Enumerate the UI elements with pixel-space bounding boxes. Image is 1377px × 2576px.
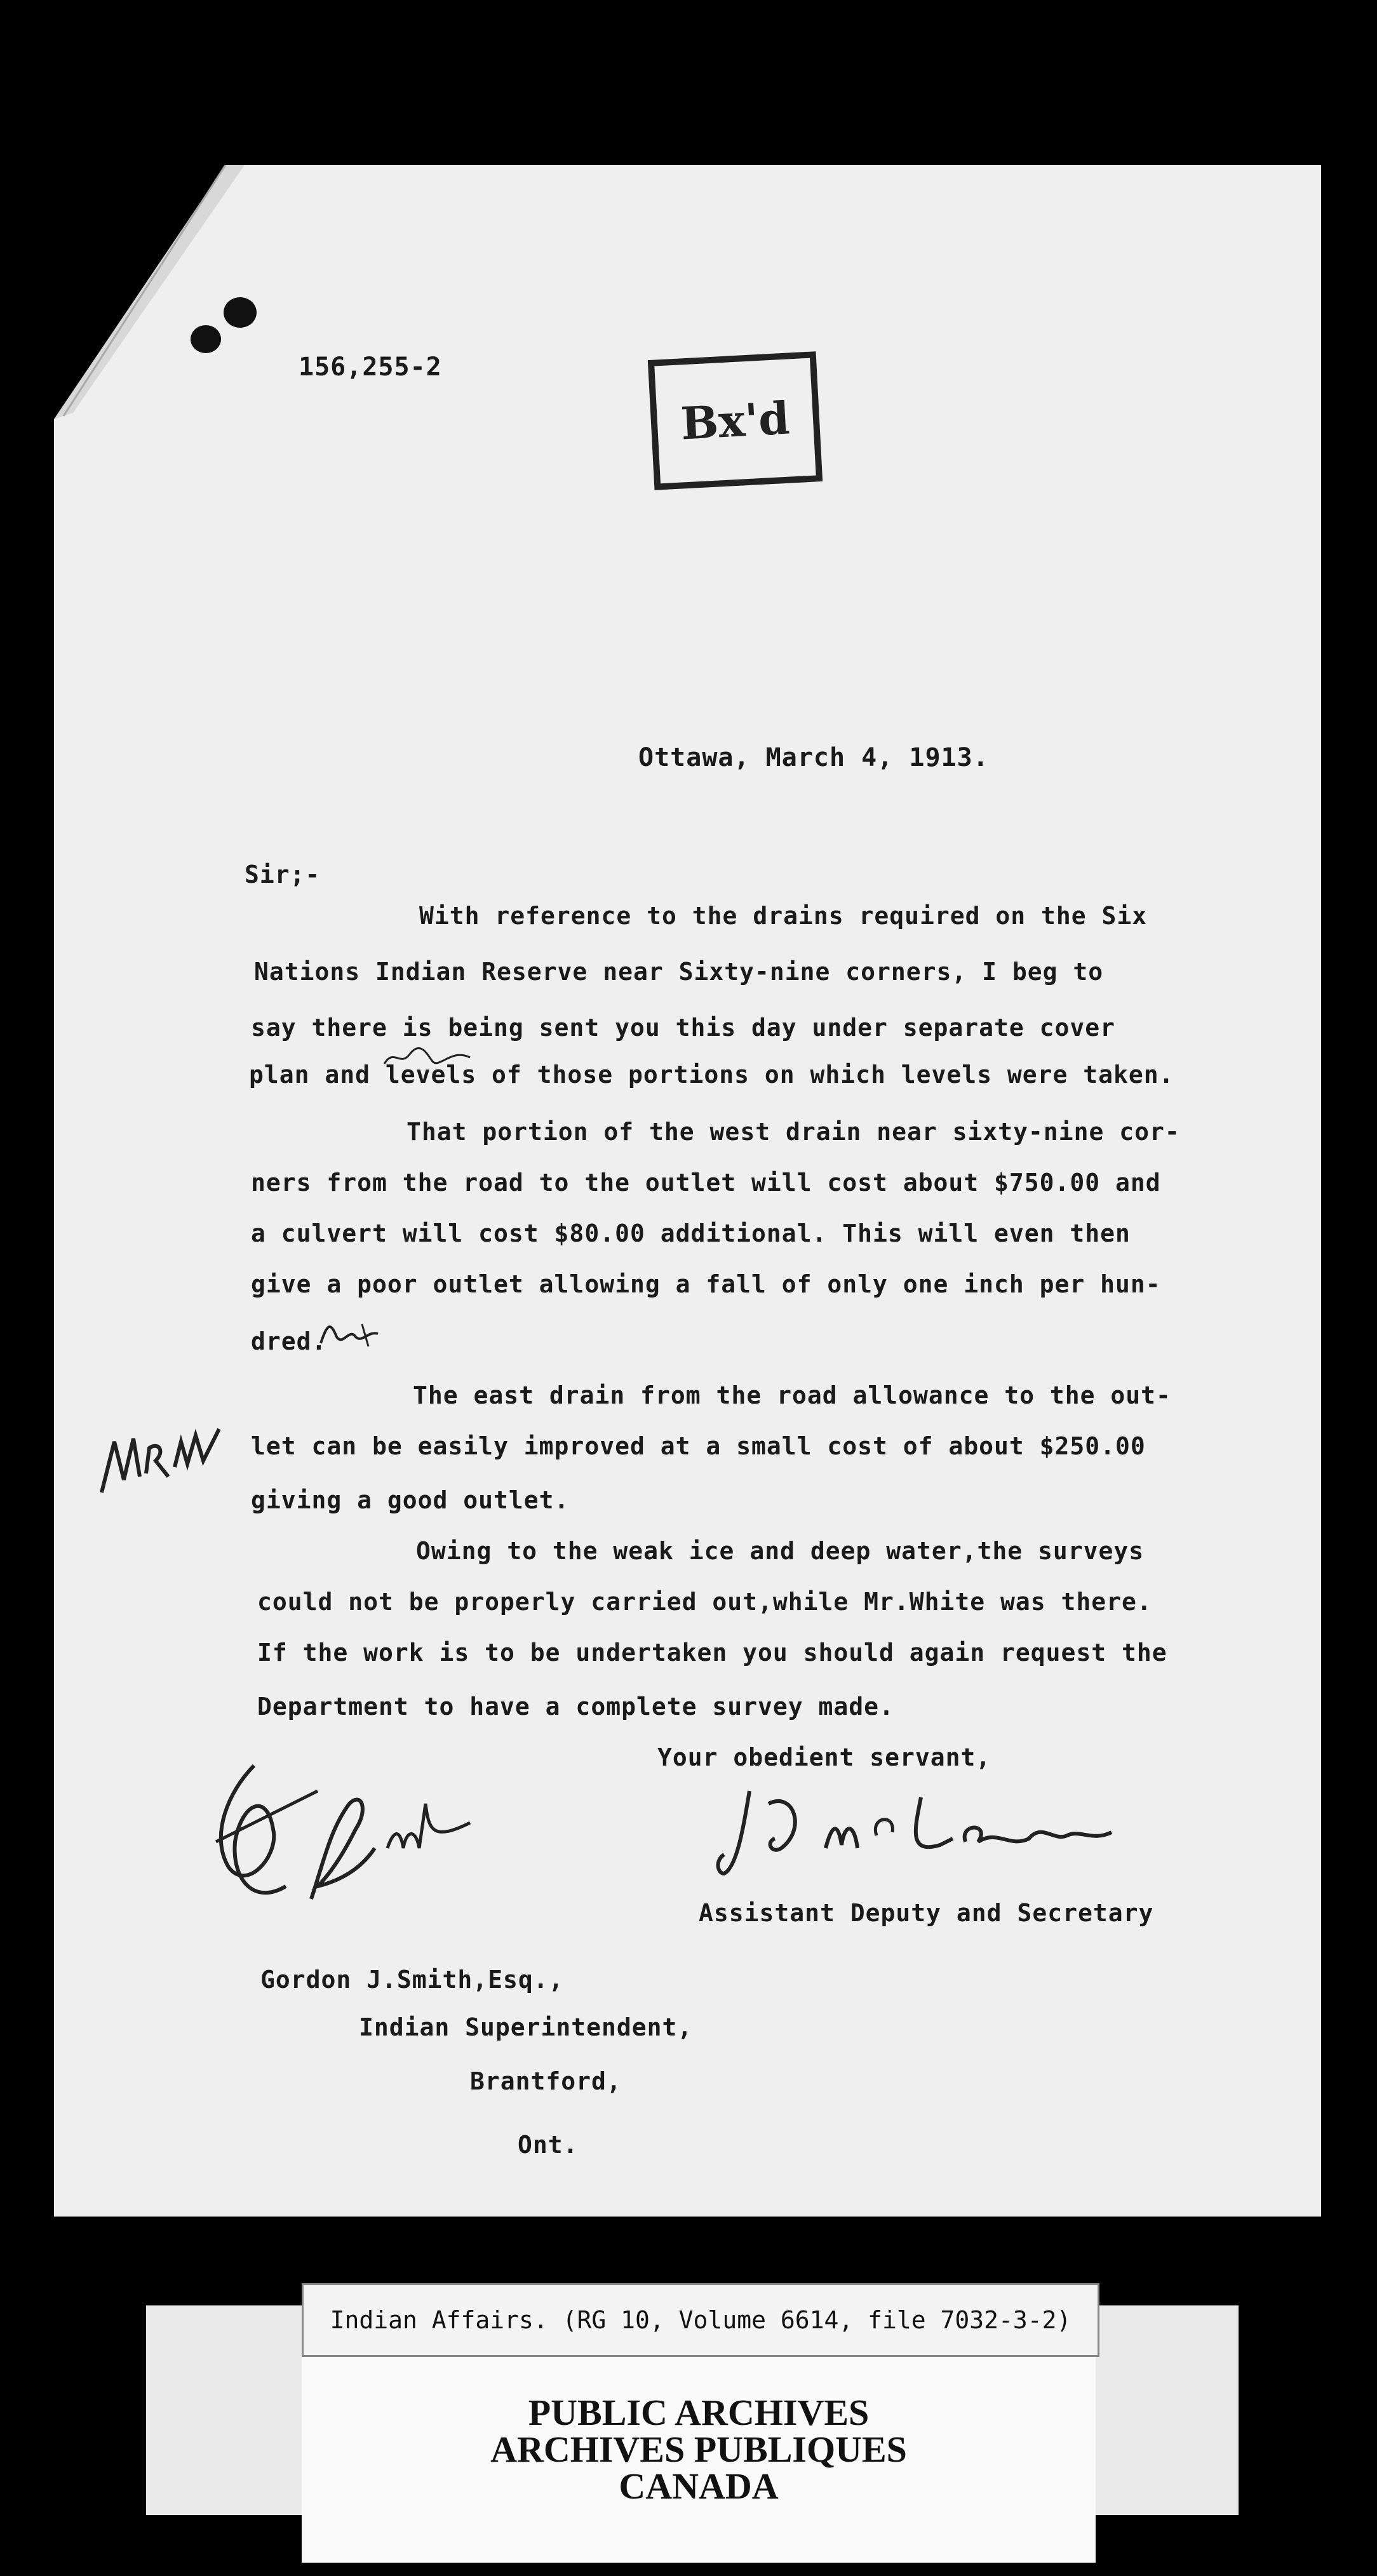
mclean-signature-scribble [711, 1778, 1124, 1886]
body-line: ners from the road to the outlet will cost about $750.00 and [251, 1169, 1161, 1197]
body-line: The east drain from the road allowance to the out- [413, 1381, 1171, 1409]
archive-line-2: ARCHIVES PUBLIQUES [490, 2429, 907, 2470]
body-line: Department to have a complete survey made. [257, 1693, 894, 1721]
body-line: give a poor outlet allowing a fall of only one inch per hun- [251, 1270, 1161, 1298]
body-line: plan and levels of those portions on which levels were taken. [249, 1061, 1174, 1089]
archive-line-1: PUBLIC ARCHIVES [528, 2392, 870, 2433]
body-line: If the work is to be undertaken you should again request the [257, 1639, 1167, 1667]
body-line: Nations Indian Reserve near Sixty-nine corners, I beg to [254, 958, 1104, 986]
archive-citation: Indian Affairs. (RG 10, Volume 6614, file 7032-3-2) [302, 2283, 1099, 2357]
file-reference: 156,255-2 [299, 352, 442, 382]
body-line: With reference to the drains required on the Six [419, 902, 1148, 930]
address-line: Brantford, [470, 2067, 622, 2095]
wrw-initials-scribble [95, 1416, 229, 1512]
body-line: Owing to the weak ice and deep water,the surveys [416, 1537, 1145, 1565]
left-signature-scribble [203, 1753, 483, 1918]
body-line: a culvert will cost $80.00 additional. This will even then [251, 1219, 1131, 1247]
address-line: Ont. [518, 2131, 579, 2159]
address-line: Indian Superintendent, [359, 2013, 693, 2041]
place-date: Ottawa, March 4, 1913. [638, 743, 989, 772]
body-line: let can be easily improved at a small cost of about $250.00 [251, 1432, 1146, 1460]
profiles-scribble [381, 1045, 476, 1070]
signer-title: Assistant Deputy and Secretary [699, 1899, 1154, 1927]
body-line: giving a good outlet. [251, 1486, 570, 1514]
archive-line-3: CANADA [619, 2465, 779, 2507]
address-line: Gordon J.Smith,Esq., [260, 1966, 564, 1994]
salutation: Sir;- [245, 861, 321, 889]
body-line: dred. [251, 1327, 327, 1355]
body-line: say there is being sent you this day under separate cover [251, 1014, 1116, 1042]
body-line: That portion of the west drain near sixty-nine cor- [406, 1118, 1180, 1146]
body-line: could not be properly carried out,while Mr.White was there. [257, 1588, 1152, 1616]
feet-scribble [318, 1318, 387, 1350]
closing: Your obedient servant, [657, 1743, 991, 1771]
stamp: Bx'd [648, 351, 823, 490]
